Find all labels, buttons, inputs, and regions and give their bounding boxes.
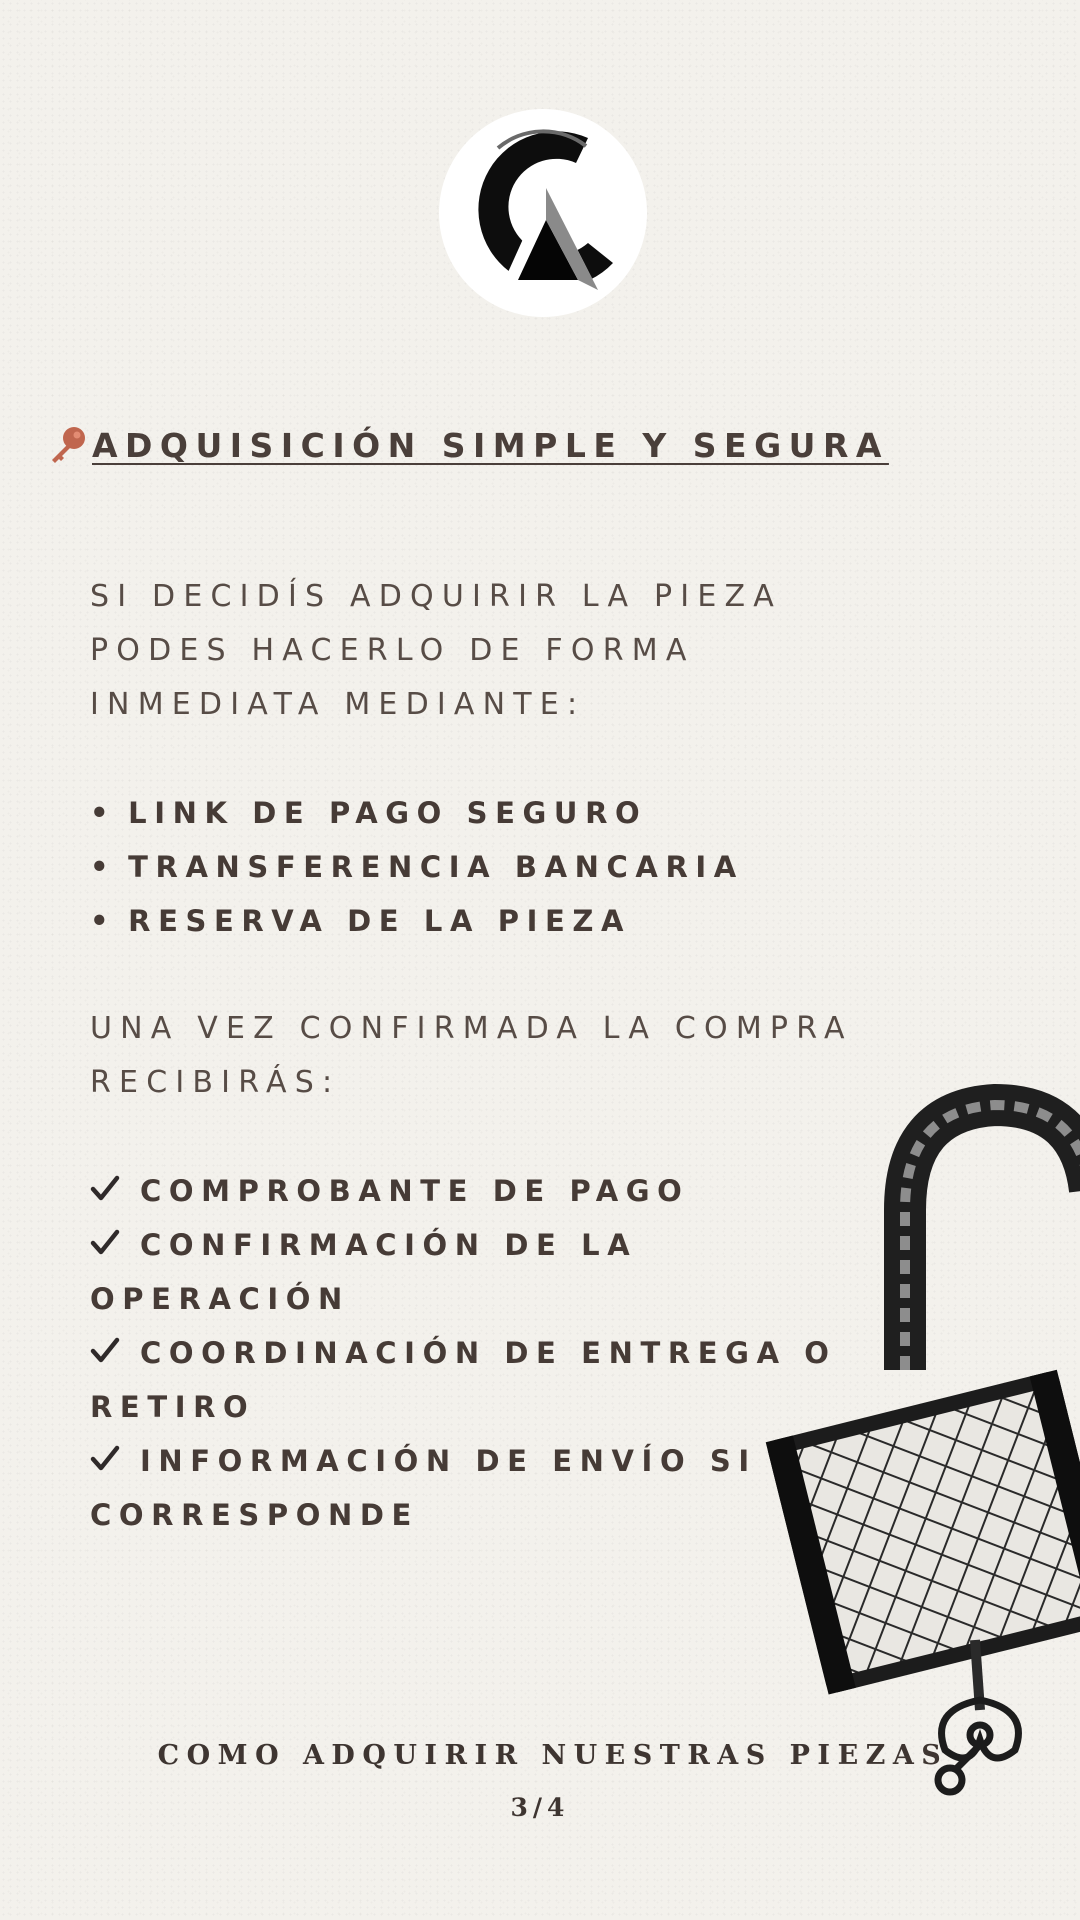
section-heading: ADQUISICIÓN SIMPLE Y SEGURA [92, 425, 889, 465]
payment-methods-list [90, 786, 950, 948]
confirm-text: UNA VEZ CONFIRMADA LA COMPRA RECIBIRÁS: [90, 1011, 853, 1100]
payment-method-label: TRANSFERENCIA BANCARIA [128, 850, 744, 884]
key-icon [46, 424, 88, 466]
brand-logo [438, 108, 648, 318]
page-indicator: 3/4 [510, 1793, 570, 1822]
bullet-icon: • [90, 796, 117, 830]
benefit-label: COMPROBANTE DE PAGO [140, 1174, 690, 1208]
payment-method-label: LINK DE PAGO SEGURO [128, 796, 648, 830]
checkmark-icon [90, 1336, 120, 1366]
payment-method-item [90, 786, 950, 840]
checkmark-icon [90, 1174, 120, 1204]
bullet-icon: • [90, 850, 117, 884]
checkmark-icon [90, 1228, 120, 1258]
payment-method-item [90, 840, 950, 894]
checkmark-icon [90, 1444, 120, 1474]
padlock-illustration [750, 1080, 1080, 1800]
footer-title: COMO ADQUIRIR NUESTRAS PIEZAS [157, 1740, 949, 1771]
intro-text: SI DECIDÍS ADQUIRIR LA PIEZA PODES HACERLO DE FORMA INMEDIATA MEDIANTE: [90, 579, 782, 722]
payment-method-item [90, 894, 950, 948]
payment-method-label: RESERVA DE LA PIEZA [128, 904, 632, 938]
benefit-label: INFORMACIÓN DE ENVÍO SI CORRESPONDE [90, 1444, 757, 1532]
benefit-label: CONFIRMACIÓN DE LA OPERACIÓN [90, 1228, 638, 1316]
bullet-icon: • [90, 904, 117, 938]
benefit-label: COORDINACIÓN DE ENTREGA O RETIRO [90, 1336, 837, 1424]
section-heading-row [46, 424, 889, 466]
